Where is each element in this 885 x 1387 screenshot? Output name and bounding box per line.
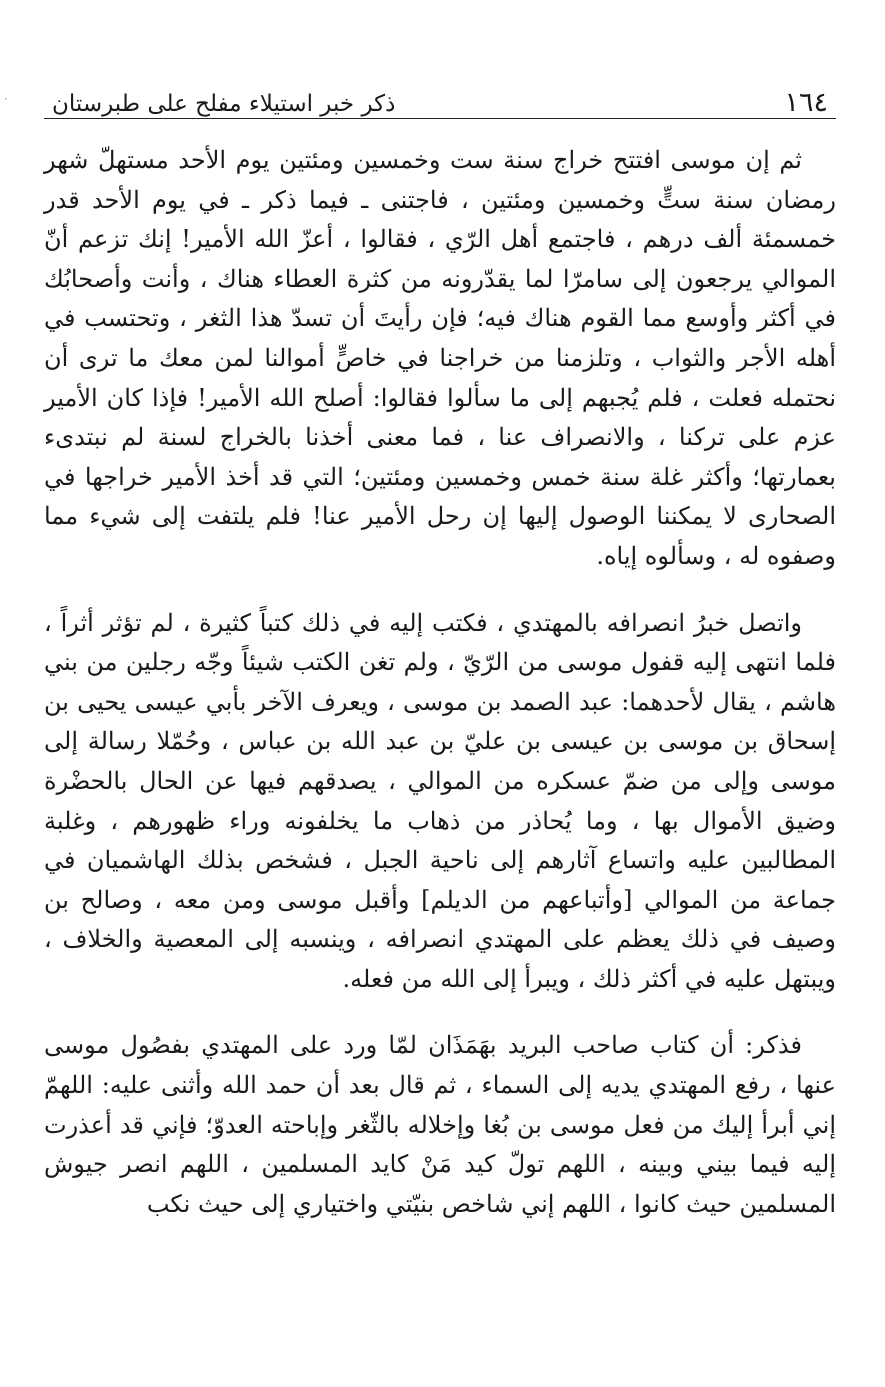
paragraph-1: ثم إن موسى افتتح خراج سنة ست وخمسين ومئتين يوم الأحد مستهلّ شهر رمضان سنة ستٍّ وخمسين ومئتين ، فاجتنى ـ فيما ذكر ـ في يوم الأحد قدر خمسمئة ألف درهم ، فاجتمع أهل الرّي ، فقالوا ، أعزّ الله الأمير! إنك تزعم أنّ الموالي يرجعون إلى سامرّا لما يقدّرونه من كثرة العطاء هناك ، وأنت وأصحابُك في أكثر وأوسع مما القوم هناك فيه؛ فإن رأيتَ أن تسدّ هذا الثغر ، وتحتسب في أهله الأجر والثواب ، وتلزمنا من خراجنا في خاصٍّ أموالنا لمن معك ما ترى أن نحتمله فعلت ، فلم يُجبهم إلى ما سألوا فقالوا: أصلح الله الأمير! فإذا كان الأمير عزم على تركنا ، والانصراف عنا ، فما معنى أخذنا بالخراج لسنة لم نبتدىء بعمارتها؛ وأكثر غلة سنة خمس وخمسين ومئتين؛ التي قد أخذ الأمير خراجها في الصحارى لا يمكننا الوصول إليها إن رحل الأمير عنا! فلم يلتفت إلى شيء مما وصفوه له ، وسألوه إياه. bbox=[44, 146, 836, 570]
book-page bbox=[44, 70, 836, 1224]
chapter-title: ذكر خبر استيلاء مفلح على طبرستان bbox=[52, 91, 396, 117]
paragraph-2: واتصل خبرُ انصرافه بالمهتدي ، فكتب إليه في ذلك كتباً كثيرة ، لم تؤثر أثراً ، فلما انتهى إليه قفول موسى من الرّيّ ، ولم تغن الكتب شيئاً وجّه رجلين من بني هاشم ، يقال لأحدهما: عبد الصمد بن موسى ، ويعرف الآخر بأبي عيسى يحيى بن إسحاق بن موسى بن عيسى بن عليّ بن عبد الله بن عباس ، وحُمّلا رسالة إلى موسى وإلى من ضمّ عسكره من الموالي ، يصدقهم فيها عن الحال بالحضْرة وضيق الأموال بها ، وما يُحاذر من ذهاب ما يخلفونه وراء ظهورهم ، وغلبة المطالبين عليه واتساع آثارهم إلى ناحية الجبل ، فشخص بذلك الهاشميان في جماعة من الموالي [وأتباعهم من الديلم] وأقبل موسى ومن معه ، وصالح بن وصيف في ذلك يعظم على المهتدي انصرافه ، وينسبه إلى المعصية والخلاف ، ويبتهل عليه في أكثر ذلك ، ويبرأ إلى الله من فعله. bbox=[44, 608, 836, 993]
running-header bbox=[44, 70, 836, 119]
margin-mark: · bbox=[4, 92, 8, 106]
paragraph-3: فذكر: أن كتاب صاحب البريد بهَمَذَان لمّا ورد على المهتدي بفصُول موسى عنها ، رفع المهتدي يديه إلى السماء ، ثم قال بعد أن حمد الله وأثنى عليه: اللهمّ إني أبرأ إليك من فعل موسى بن بُغا وإخلاله بالثّغر وإباحته العدوّ؛ فإني قد أعذرت إليه فيما بيني وبينه ، اللهم تولّ كيد مَنْ كايد المسلمين ، اللهم انصر جيوش المسلمين حيث كانوا ، اللهم إني شاخص بنيّتي واختياري إلى حيث نكب bbox=[44, 1031, 836, 1218]
page-number: ١٦٤ bbox=[784, 87, 828, 118]
page-body bbox=[44, 141, 836, 1224]
